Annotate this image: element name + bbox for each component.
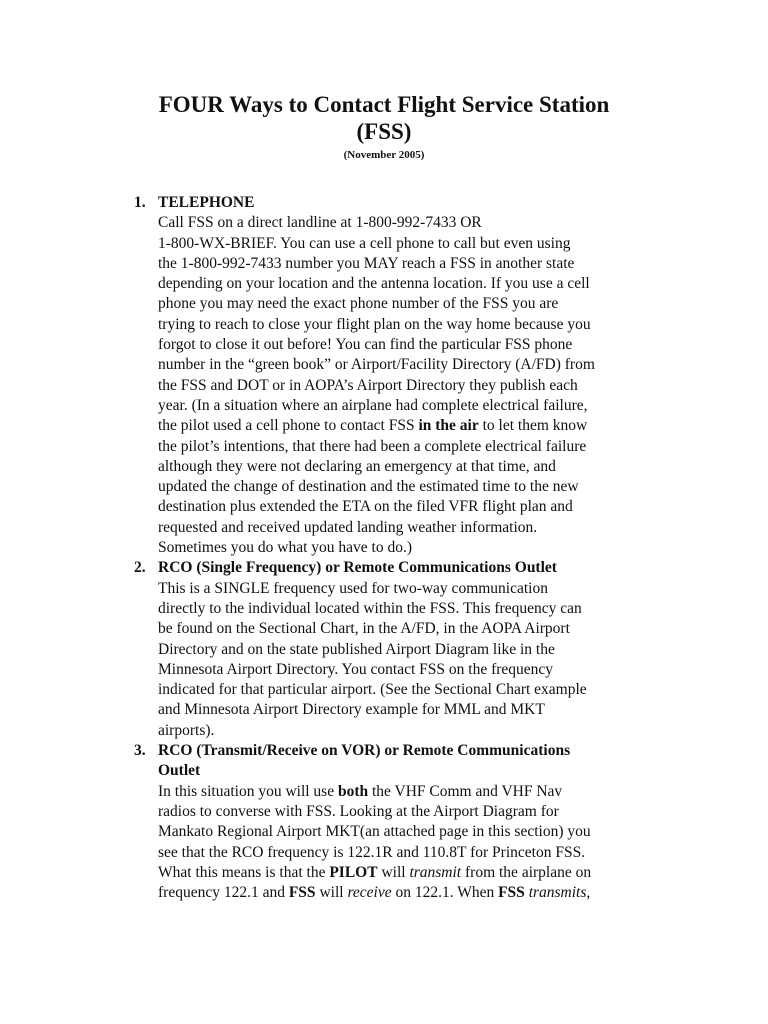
body-text-line: and Minnesota Airport Directory example for MML and MKT xyxy=(158,701,545,719)
body-text-line: frequency 122.1 and FSS will receive on 122.1. When FSS transmits, xyxy=(158,884,591,902)
body-text-line: updated the change of destination and the estimated time to the new xyxy=(158,478,579,496)
body-text-line: phone you may need the exact phone number of the FSS you are xyxy=(158,295,559,313)
list-item-number: 1. xyxy=(134,194,146,211)
list-item-heading: TELEPHONE xyxy=(158,194,255,211)
body-text-line: the pilot used a cell phone to contact FSS in the air to let them know xyxy=(158,417,588,435)
numbered-list xyxy=(134,193,668,903)
body-text-line: Directory and on the state published Airport Diagram like in the xyxy=(158,640,555,658)
body-text-line: What this means is that the PILOT will transmit from the airplane on xyxy=(158,863,592,881)
list-item xyxy=(134,741,668,903)
body-text-line: number in the “green book” or Airport/Facility Directory (A/FD) from xyxy=(158,356,595,374)
body-text-line: depending on your location and the antenna location. If you use a cell xyxy=(158,275,590,293)
body-text-line: Call FSS on a direct landline at 1-800-992-7433 OR xyxy=(158,214,482,232)
body-text-line: directly to the individual located within the FSS. This frequency can xyxy=(158,599,582,617)
list-item-number: 2. xyxy=(134,559,146,577)
bold-text: in the air xyxy=(418,417,479,435)
body-text-line: the 1-800-992-7433 number you MAY reach a FSS in another state xyxy=(158,254,575,272)
bold-text: both xyxy=(337,782,369,800)
body-text-line: the FSS and DOT or in AOPA’s Airport Directory they publish each xyxy=(158,376,578,394)
body-text-line: This is a SINGLE frequency used for two-way communication xyxy=(158,579,548,597)
body-text-line: destination plus extended the ETA on the filed VFR flight plan and xyxy=(158,498,573,516)
body-text-line: be found on the Sectional Chart, in the A/FD, in the AOPA Airport xyxy=(158,620,570,638)
body-text-line: the pilot’s intentions, that there had been a complete electrical failure xyxy=(158,437,587,455)
italic-text: transmit xyxy=(409,863,462,881)
italic-text: receive xyxy=(347,884,392,902)
bold-text: PILOT xyxy=(329,863,378,881)
body-text-line: trying to reach to close your flight plan on the way home because you xyxy=(158,315,591,333)
body-text-line: radios to converse with FSS. Looking at the Airport Diagram for xyxy=(158,802,559,820)
list-item-number: 3. xyxy=(134,742,146,760)
body-text-line: requested and received updated landing weather information. xyxy=(158,518,538,536)
document-title-line-1: FOUR Ways to Contact Flight Service Station xyxy=(158,92,610,117)
body-text-line: although they were not declaring an emergency at that time, and xyxy=(158,457,556,475)
list-item-heading: RCO (Single Frequency) or Remote Communications Outlet xyxy=(158,559,557,577)
body-text-line: Sometimes you do what you have to do.) xyxy=(158,539,412,557)
bold-text: FSS xyxy=(288,884,316,902)
document-title-line-2: (FSS) xyxy=(356,119,412,144)
body-text-line: 1-800-WX-BRIEF. You can use a cell phone to call but even using xyxy=(158,234,571,252)
bold-text: FSS xyxy=(498,884,525,902)
body-text-line: forgot to close it out before! You can find the particular FSS phone xyxy=(158,336,573,354)
body-text-line: indicated for that particular airport. (See the Sectional Chart example xyxy=(158,681,587,699)
body-text-line: see that the RCO frequency is 122.1R and 110.8T for Princeton FSS. xyxy=(158,843,586,861)
body-text-line: year. (In a situation where an airplane had complete electrical failure, xyxy=(158,396,588,414)
body-text-line: Minnesota Airport Directory. You contact FSS on the frequency xyxy=(158,660,554,678)
list-item xyxy=(134,193,668,558)
body-text-line: In this situation you will use both the VHF Comm and VHF Nav xyxy=(158,782,563,800)
list-item-heading: RCO (Transmit/Receive on VOR) or Remote Communications xyxy=(158,742,571,760)
body-text-line: Mankato Regional Airport MKT(an attached page in this section) you xyxy=(158,823,591,841)
list-item-heading: Outlet xyxy=(158,762,201,780)
document-date: (November 2005) xyxy=(343,149,425,161)
body-text-line: airports). xyxy=(158,721,215,739)
italic-text: transmits xyxy=(528,884,587,902)
list-item xyxy=(134,558,668,741)
